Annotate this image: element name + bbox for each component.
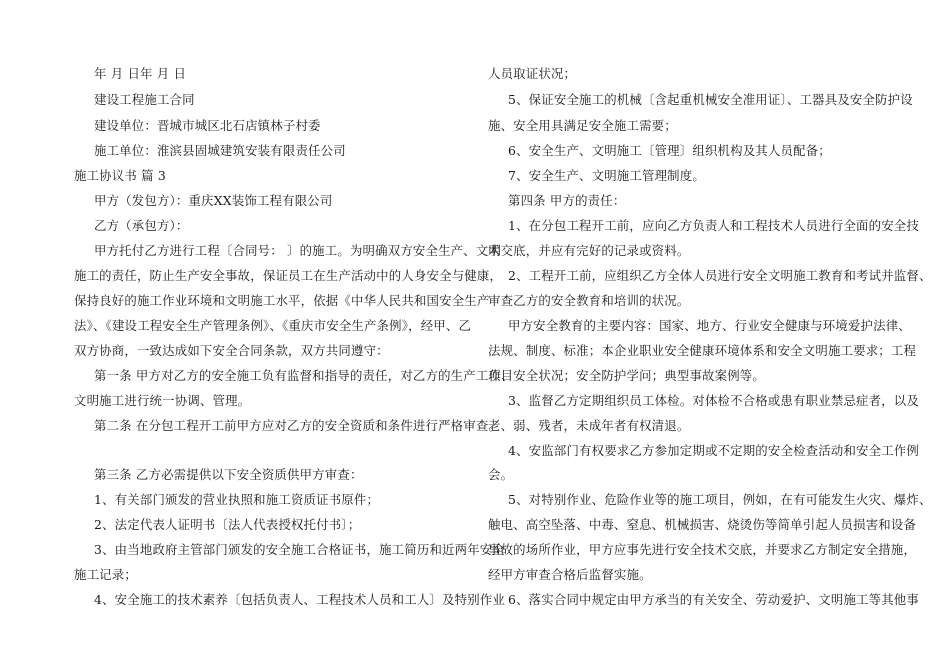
text-line: 甲方安全教育的主要内容：国家、地方、行业安全健康与环境爱护法律、: [508, 318, 911, 333]
section-heading: 施工协议书 篇 3: [74, 168, 166, 183]
text-line: 建设工程施工合同: [94, 92, 195, 107]
text-line: 4、安全施工的技术素养〔包括负责人、工程技术人员和工人〕及特别作业: [94, 592, 505, 607]
text-line: 老、弱、残者，未成年者有权清退。: [488, 418, 690, 433]
text-line: 施工单位：淮滨县固城建筑安装有限责任公司: [94, 143, 346, 158]
text-line: 人员取证状况；: [488, 66, 577, 81]
text-line: 法》、《建设工程安全生产管理条例》、《重庆市安全生产条例》，经甲、乙: [74, 318, 472, 333]
text-line: 3、由当地政府主管部门颁发的安全施工合格证书，施工简历和近两年安全: [94, 542, 505, 557]
text-line: 7、安全生产、文明施工管理制度。: [508, 168, 705, 183]
text-line: 5、对特别作业、危险作业等的施工项目，例如，在有可能发生火灾、爆炸、: [508, 492, 932, 507]
text-line: 1、在分包工程开工前，应向乙方负责人和工程技术人员进行全面的安全技: [508, 218, 919, 233]
text-line: 甲方（发包方）：重庆XX装饰工程有限公司: [94, 193, 333, 208]
text-line: 术交底，并应有完好的记录或资料。: [488, 243, 690, 258]
text-line: 5、保证安全施工的机械〔含起重机械安全准用证〕、工器具及安全防护设: [508, 92, 913, 107]
text-line: 2、工程开工前，应组织乙方全体人员进行安全文明施工教育和考试并监督、: [508, 268, 932, 283]
text-line: 甲方托付乙方进行工程〔合同号： 〕的施工。为明确双方安全生产、文明: [94, 243, 502, 258]
text-line: 乙方（承包方）：: [94, 218, 189, 233]
text-line: 4、安监部门有权要求乙方参加定期或不定期的安全检查活动和安全工作例: [508, 443, 919, 458]
text-line: 审查乙方的安全教育和培训的状况。: [488, 293, 690, 308]
text-line: 施工的责任，防止生产安全事故，保证员工在生产活动中的人身安全与健康，: [74, 268, 503, 283]
text-line: 第二条 在分包工程开工前甲方应对乙方的安全资质和条件进行严格审查。: [94, 418, 502, 433]
text-line: 建设单位：晋城市城区北石店镇林子村委: [94, 118, 321, 133]
text-line: 文明施工进行统一协调、管理。: [74, 393, 251, 408]
text-line: 施、安全用具满足安全施工需要；: [488, 118, 677, 133]
right-text-column: [488, 0, 932, 672]
text-line: 触电、高空坠落、中毒、窒息、机械损害、烧烫伤等简单引起人员损害和设备: [488, 517, 917, 532]
text-line: 保持良好的施工作业环境和文明施工水平，依据《中华人民共和国安全生产: [74, 293, 490, 308]
text-line: 法规、制度、标准；本企业职业安全健康环境体系和安全文明施工要求；工程: [488, 343, 917, 358]
text-line: 第四条 甲方的责任：: [508, 193, 626, 208]
text-line: 6、落实合同中规定由甲方承当的有关安全、劳动爱护、文明施工等其他事: [508, 592, 919, 607]
text-line: 3、监督乙方定期组织员工体检。对体检不合格或患有职业禁忌症者，以及: [508, 393, 919, 408]
text-line: 1、有关部门颁发的营业执照和施工资质证书原件；: [94, 492, 380, 507]
text-line: 2、法定代表人证明书〔法人代表授权托付书〕；: [94, 517, 361, 532]
text-line: 施工记录；: [74, 567, 137, 582]
text-line: 经甲方审查合格后监督实施。: [488, 567, 652, 582]
text-line: 会。: [488, 467, 514, 482]
text-line: 项目安全状况；安全防护学问；典型事故案例等。: [488, 368, 765, 383]
text-line: 第一条 甲方对乙方的安全施工负有监督和指导的责任，对乙方的生产工作、: [94, 368, 514, 383]
text-line: 第三条 乙方必需提供以下安全资质供甲方审查：: [94, 467, 363, 482]
text-line: 事故的场所作业，甲方应事先进行安全技术交底，并要求乙方制定安全措施，: [488, 542, 917, 557]
text-line: 年 月 日年 月 日: [94, 66, 187, 81]
text-line: 双方协商，一致达成如下安全合同条款，双方共同遵守：: [74, 343, 389, 358]
text-line: 6、安全生产、文明施工〔管理〕组织机构及其人员配备；: [508, 143, 831, 158]
left-text-column: [74, 0, 514, 672]
